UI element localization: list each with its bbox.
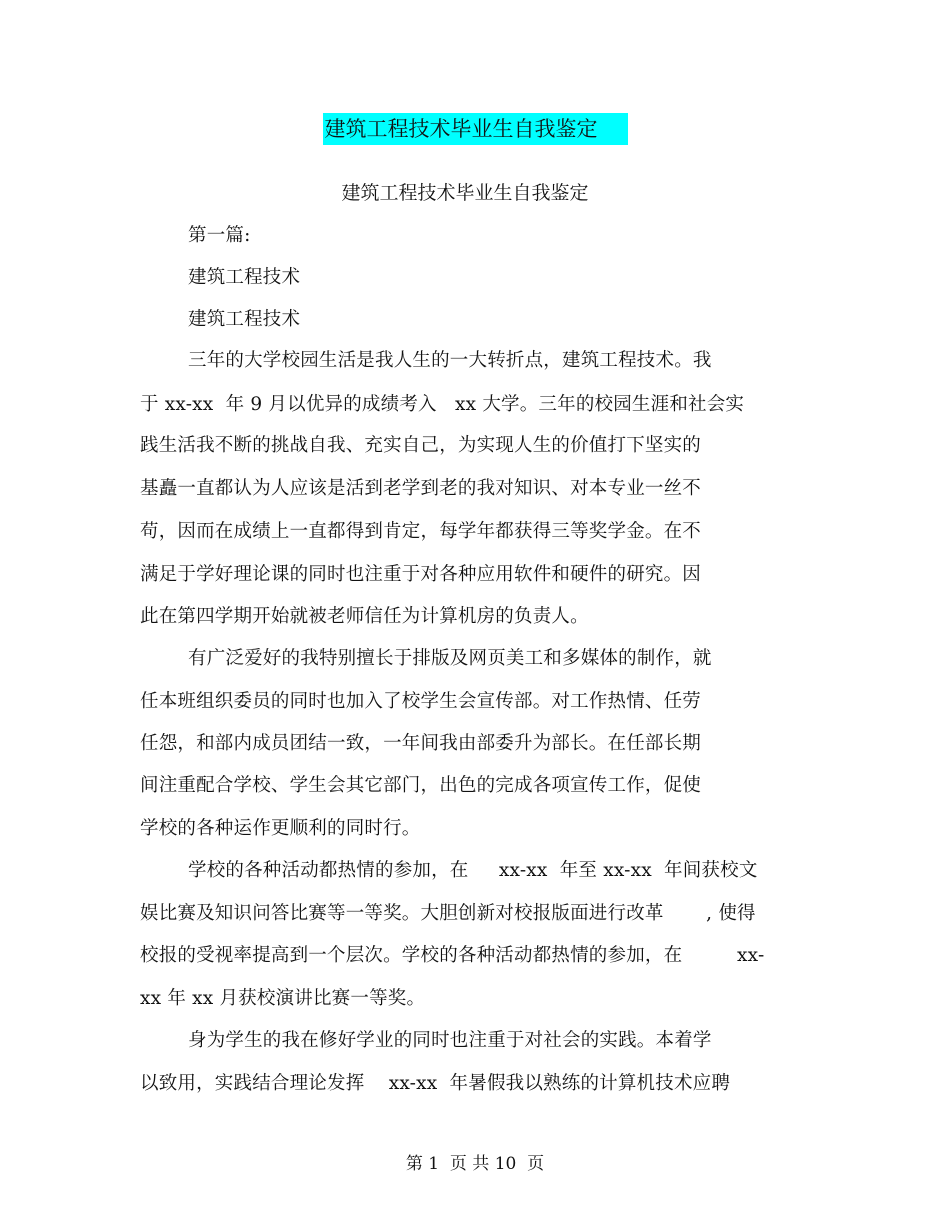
text-line: 此在第四学期开始就被老师信任为计算机房的负责人。 — [140, 606, 589, 627]
text-line: 校报的受视率提高到一个层次。学校的各种活动都热情的参加，在 xx- — [140, 945, 765, 966]
text-line: 有广泛爱好的我特别擅长于排版及网页美工和多媒体的制作，就 — [188, 648, 712, 669]
text-line: 学校的各种运作更顺利的同时行。 — [140, 818, 421, 839]
document-subtitle: 建筑工程技术毕业生自我鉴定 — [341, 182, 589, 204]
document-title: 建筑工程技术毕业生自我鉴定 — [323, 113, 628, 145]
text-line: 践生活我不断的挑战自我、充实自己，为实现人生的价值打下坚实的 — [140, 435, 702, 456]
text-line: 苟，因而在成绩上一直都得到肯定，每学年都获得三等奖学金。在不 — [140, 521, 702, 542]
text-line: 以致用，实践结合理论发挥 xx-xx 年暑假我以熟练的计算机技术应聘 — [140, 1073, 731, 1094]
text-line: xx 年 xx 月获校演讲比赛一等奖。 — [140, 988, 426, 1009]
text-line: 间注重配合学校、学生会其它部门，出色的完成各项宣传工作，促使 — [140, 775, 702, 796]
text-line: 满足于学好理论课的同时也注重于对各种应用软件和硬件的研究。因 — [140, 564, 702, 585]
page-footer: 第 1 页 共 10 页 — [405, 1154, 545, 1174]
text-line: 三年的大学校园生活是我人生的一大转折点，建筑工程技术。我 — [188, 350, 712, 371]
text-line: 于 xx-xx 年 9 月以优异的成绩考入 xx 大学。三年的校园生涯和社会实 — [140, 394, 745, 415]
text-line: 娱比赛及知识问答比赛等一等奖。大胆创新对校报版面进行改革 , 使得 — [140, 903, 756, 924]
text-line: 任怨，和部内成员团结一致，一年间我由部委升为部长。在任部长期 — [140, 733, 702, 754]
text-line: 建筑工程技术 — [188, 309, 301, 330]
text-line: 基矗一直都认为人应该是活到老学到老的我对知识、对本专业一丝不 — [140, 478, 702, 499]
text-line: 任本班组织委员的同时也加入了校学生会宣传部。对工作热情、任劳 — [140, 691, 702, 712]
text-line: 第一篇: — [188, 225, 251, 246]
text-line: 身为学生的我在修好学业的同时也注重于对社会的实践。本着学 — [188, 1030, 712, 1051]
text-line: 学校的各种活动都热情的参加，在 xx-xx 年至 xx-xx 年间获校文 — [188, 860, 758, 881]
title-wrap — [0, 113, 950, 145]
text-line: 建筑工程技术 — [188, 267, 301, 288]
